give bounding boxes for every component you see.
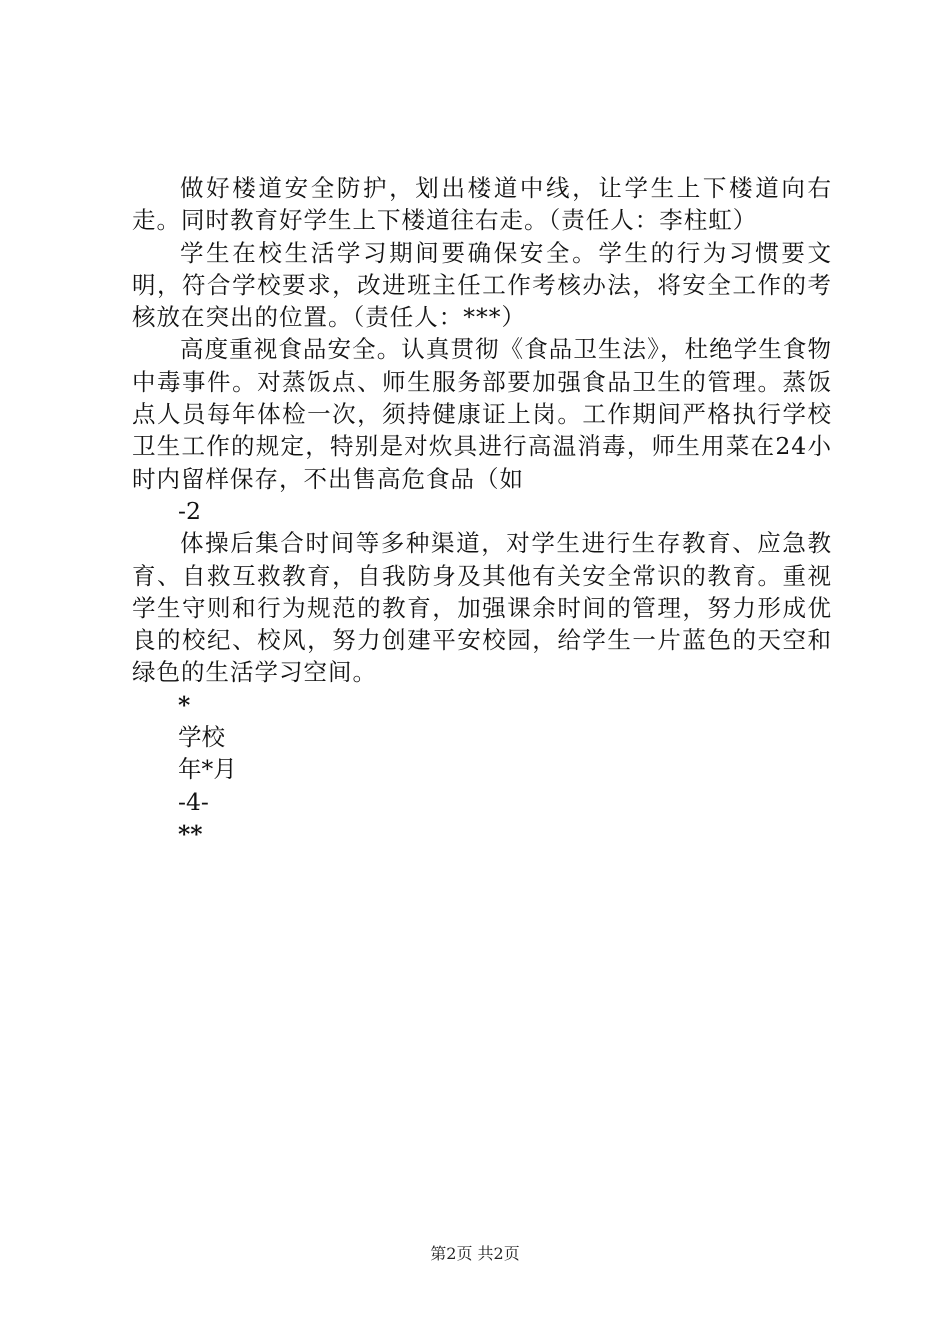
page-marker-4: -4- (178, 787, 209, 816)
signature-date: 年*月 (178, 755, 237, 784)
paragraph-safety-education: 体操后集合时间等多种渠道，对学生进行生存教育、应急教育、自救互救教育，自我防身及其他有关安全常识的教育。重视学生守则和行为规范的教育，加强课余时间的管理，努力形成优良的校纪、校风，努力创建平安校园，给学生一片蓝色的天空和绿色的生活学习空间。 (132, 529, 832, 687)
document-body (132, 172, 832, 850)
paragraph-student-safety: 学生在校生活学习期间要确保安全。学生的行为习惯要文明，符合学校要求，改进班主任工作考核办法，将安全工作的考核放在突出的位置。（责任人：***） (132, 238, 832, 332)
paragraph-food-safety: 高度重视食品安全。认真贯彻《食品卫生法》，杜绝学生食物中毒事件。对蒸饭点、师生服务部要加强食品卫生的管理。蒸饭点人员每年体检一次，须持健康证上岗。工作期间严格执行学校卫生工作的规定，特别是对炊具进行高温消毒，师生用菜在24小时内留样保存，不出售高危食品（如 (132, 335, 832, 493)
page-footer: 第2页 共2页 (430, 1244, 520, 1263)
page-marker-2: -2 (178, 496, 201, 525)
signature-school: 学校 (178, 723, 225, 752)
signature-star: * (178, 690, 191, 719)
trailing-stars: ** (178, 819, 203, 848)
paragraph-stairway-safety: 做好楼道安全防护，划出楼道中线，让学生上下楼道向右走。同时教育好学生上下楼道往右走。（责任人：李柱虹） (132, 174, 832, 235)
